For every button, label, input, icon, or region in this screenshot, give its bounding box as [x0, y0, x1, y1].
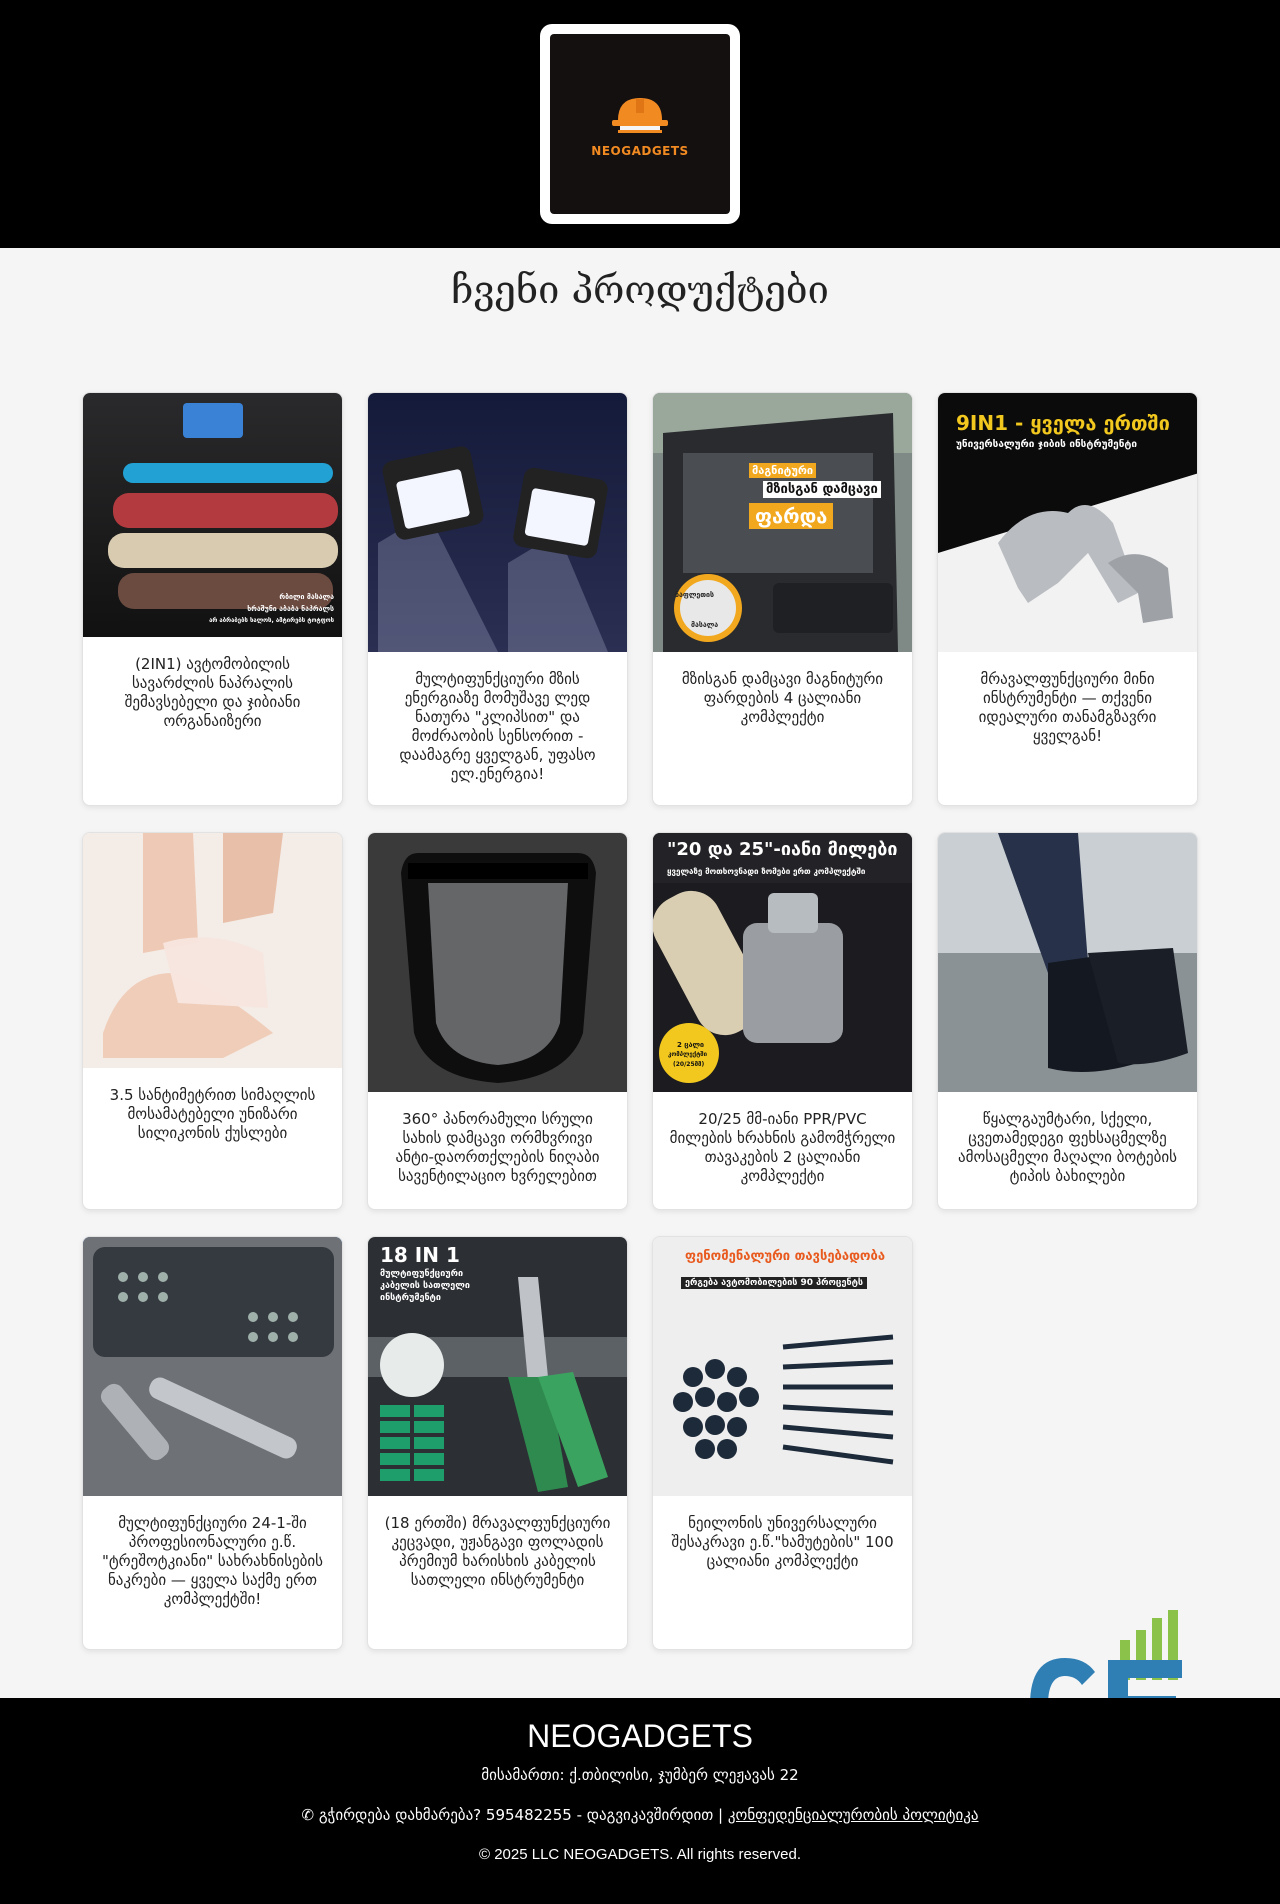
product-card[interactable]	[652, 392, 913, 806]
product-title[interactable]: წყალგაუმტარი, სქელი, ცვეთამედეგი ფეხსაცმელზე ამოსაცმელი მაღალი ბოტების ტიპის ბახილები	[958, 1110, 1177, 1185]
product-image[interactable]	[368, 833, 627, 1092]
image-caption: ფარდა	[749, 503, 833, 529]
product-image[interactable]	[83, 1237, 342, 1496]
product-image[interactable]	[653, 393, 912, 652]
image-caption: "20 და 25"-იანი მილები	[667, 839, 898, 860]
product-card[interactable]	[82, 392, 343, 806]
product-title[interactable]: 20/25 მმ-იანი PPR/PVC მილების ხრახნის გამომჭრელი თავაკების 2 ცალიანი კომპლექტი	[669, 1110, 896, 1185]
image-caption: კომპლექტში	[668, 1051, 707, 1058]
site-logo[interactable]	[540, 24, 740, 224]
image-caption: მასალა	[691, 621, 719, 629]
product-card[interactable]	[652, 1236, 913, 1650]
image-caption: კაბელის სათლელი	[380, 1281, 470, 1291]
product-image[interactable]	[938, 833, 1197, 1092]
footer-copyright: © 2025 LLC NEOGADGETS. All rights reserved.	[478, 1846, 801, 1863]
logo-inner	[550, 34, 730, 214]
privacy-policy-link[interactable]: კონფედენციალურობის პოლიტიკა	[727, 1806, 979, 1824]
footer-help-text: ✆ გჭირდება დახმარება? 595482255 - დაგვიკავშირდით |	[301, 1806, 724, 1824]
product-image[interactable]	[938, 393, 1197, 652]
site-header	[0, 0, 1280, 248]
product-grid	[82, 392, 1198, 1650]
product-title[interactable]: მრავალფუნქციური მინი ინსტრუმენტი — თქვენი იდეალური თანამგზავრი ყველგან!	[978, 670, 1157, 745]
site-footer	[0, 1698, 1280, 1904]
product-card[interactable]	[652, 832, 913, 1210]
image-caption: 9IN1 - ყველა ერთში	[956, 411, 1170, 435]
image-caption: (20/25მმ)	[673, 1061, 705, 1068]
product-title[interactable]: 3.5 სანტიმეტრით სიმაღლის მოსამატებელი უნიზარი სილიკონის ქუსლები	[109, 1086, 316, 1142]
image-caption: ნაფლეთის	[675, 591, 714, 599]
product-card[interactable]	[367, 832, 628, 1210]
image-caption: მულტიფუნქციური	[380, 1269, 464, 1279]
image-caption: ფენომენალური თავსებადობა	[685, 1249, 886, 1264]
image-caption: ხრაშუნი აბაბა ნაპრალს	[247, 605, 334, 613]
product-title[interactable]: (2IN1) ავტომობილის სავარძლის ნაპრალის შემავსებელი და ჯიბიანი ორგანაიზერი	[124, 655, 301, 730]
product-card[interactable]	[82, 832, 343, 1210]
product-card[interactable]	[82, 1236, 343, 1650]
product-card[interactable]	[367, 392, 628, 806]
footer-address: მისამართი: ქ.თბილისი, ჯუმბერ ლეჟავას 22	[481, 1766, 799, 1784]
image-caption: არ აბრაბებს ხალოს, ამტირებს ტოტფოს	[209, 617, 334, 624]
image-caption: მაგნიტური	[749, 463, 816, 478]
image-caption: მზისგან დამცავი	[763, 481, 881, 498]
product-image[interactable]	[653, 833, 912, 1092]
product-title[interactable]: მზისგან დამცავი მაგნიტური ფარდების 4 ცალიანი კომპლექტი	[681, 670, 884, 726]
product-image[interactable]	[653, 1237, 912, 1496]
image-caption: უნივერსალური ჯიბის ინსტრუმენტი	[956, 439, 1138, 450]
image-caption: ინსტრუმენტი	[380, 1293, 441, 1303]
image-caption: ერგება ავტომობილების 90 პროცენტს	[681, 1277, 867, 1289]
product-image[interactable]	[368, 1237, 627, 1496]
product-card[interactable]	[937, 392, 1198, 806]
footer-brand: NEOGADGETS	[527, 1718, 753, 1754]
logo-text: NEOGADGETS	[591, 144, 689, 158]
product-image[interactable]	[368, 393, 627, 652]
product-title[interactable]: 360° პანორამული სრული სახის დამცავი ორმხვრივი ანტი-დაორთქლების ნიღაბი სავენტილაციო ხვრელებით	[395, 1110, 600, 1185]
product-card[interactable]	[367, 1236, 628, 1650]
product-title[interactable]: მულტიფუნქციური 24-1-ში პროფესიონალური ე.წ. "ტრეშოტკიანი" სახრახნისების ნაკრები — ყველა საქმე ერთ კომპლექტში!	[101, 1514, 324, 1608]
product-title[interactable]: ნეილონის უნივერსალური შესაკრავი ე.წ."ხამუტების" 100 ცალიანი კომპლექტი	[671, 1514, 894, 1570]
image-caption: ყველაზე მოთხოვნადი ზომები ერთ კომპლექტში	[667, 867, 866, 876]
image-caption: რბილი მასალა	[279, 593, 334, 601]
product-title[interactable]: მულტიფუნქციური მზის ენერგიაზე მომუშავე ლედ ნათურა "კლიპსით" და მოძრაობის სენსორით - დაამაგრე ყველგან, უფასო ელ.ენერგია!	[399, 670, 596, 783]
hardhat-tools-icon	[600, 90, 680, 138]
product-image[interactable]	[83, 833, 342, 1068]
image-caption: 2 ცალი	[677, 1041, 705, 1049]
product-image[interactable]	[83, 393, 342, 637]
footer-help	[0, 1806, 1280, 1824]
image-caption: 18 IN 1	[380, 1243, 460, 1267]
page-title: ჩვენი პროდუქტები	[451, 268, 829, 312]
product-title[interactable]: (18 ერთში) მრავალფუნქციური კეცვადი, უჟანგავი ფოლადის პრემიუმ ხარისხის კაბელის სათლელი ინსტრუმენტი	[384, 1514, 611, 1589]
product-card[interactable]	[937, 832, 1198, 1210]
